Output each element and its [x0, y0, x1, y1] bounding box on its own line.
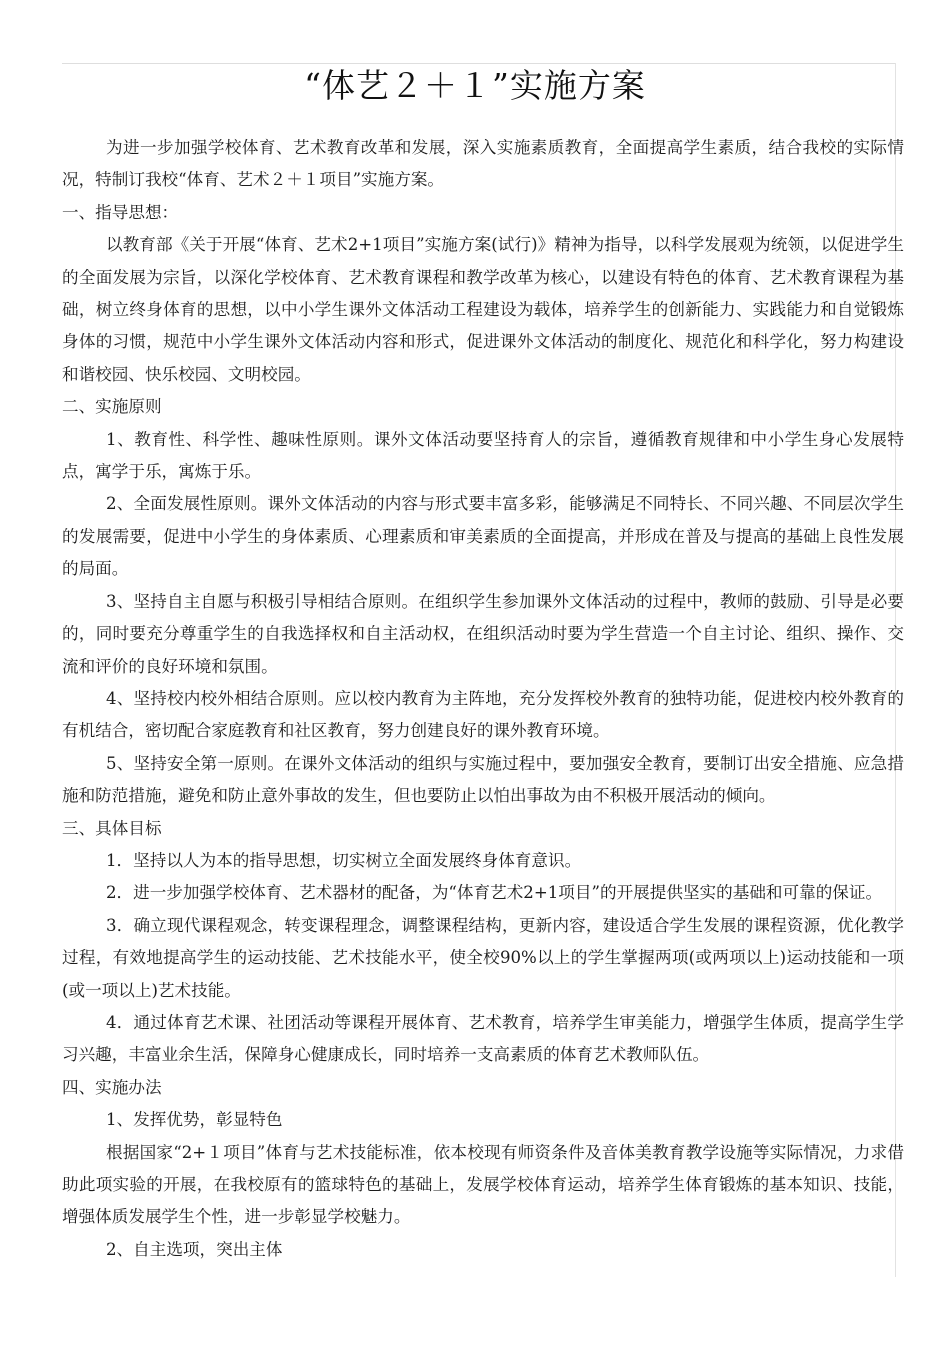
- method-subheading-1: 1、发挥优势，彰显特色: [106, 1110, 283, 1130]
- section-heading-principles: 二、实施原则: [62, 397, 162, 417]
- principle-item-1: 1、教育性、科学性、趣味性原则。课外文体活动要坚持育人的宗旨，遵循教育规律和中小学生身心发展特点，寓学于乐，寓炼于乐。: [62, 429, 904, 482]
- goal-item-1: 1．坚持以人为本的指导思想，切实树立全面发展终身体育意识。: [106, 850, 582, 870]
- goal-item-2: 2．进一步加强学校体育、艺术器材的配备，为“体育艺术2+1项目”的开展提供坚实的基础和可靠的保证。: [106, 883, 883, 903]
- goal-item-3: 3．确立现代课程观念，转变课程理念，调整课程结构，更新内容，建设适合学生发展的课程资源，优化教学过程，有效地提高学生的运动技能、艺术技能水平，使全校90%以上的学生掌握两项(或两项以上)运动技能和一项(或一项以上)艺术技能。: [62, 915, 904, 1000]
- section-heading-methods: 四、实施办法: [62, 1077, 162, 1097]
- principle-item-4: 4、坚持校内校外相结合原则。应以校内教育为主阵地，充分发挥校外教育的独特功能，促进校内校外教育的有机结合，密切配合家庭教育和社区教育，努力创建良好的课外教育环境。: [62, 688, 904, 741]
- paragraph-intro: 为进一步加强学校体育、艺术教育改革和发展，深入实施素质教育，全面提高学生素质，结合我校的实际情况，特制订我校“体育、艺术２＋１项目”实施方案。: [62, 138, 904, 190]
- principle-item-3: 3、坚持自主自愿与积极引导相结合原则。在组织学生参加课外文体活动的过程中，教师的鼓励、引导是必要的，同时要充分尊重学生的自我选择权和自主活动权，在组织活动时要为学生营造一个自主讨论、组织、操作、交流和评价的良好环境和氛围。: [62, 591, 904, 676]
- document-body: [62, 132, 904, 1266]
- principle-item-2: 2、全面发展性原则。课外文体活动的内容与形式要丰富多彩，能够满足不同特长、不同兴趣、不同层次学生的发展需要，促进中小学生的身体素质、心理素质和审美素质的全面提高，并形成在普及与提高的基础上良性发展的局面。: [62, 494, 904, 579]
- goal-item-4: 4．通过体育艺术课、社团活动等课程开展体育、艺术教育，培养学生审美能力，增强学生体质，提高学生学习兴趣，丰富业余生活，保障身心健康成长，同时培养一支高素质的体育艺术教师队伍。: [62, 1012, 904, 1065]
- principle-item-5: 5、坚持安全第一原则。在课外文体活动的组织与实施过程中，要加强安全教育，要制订出安全措施、应急措施和防范措施，避免和防止意外事故的发生，但也要防止以怕出事故为由不积极开展活动的倾向。: [62, 753, 904, 806]
- document-title: “体艺２＋１”实施方案: [304, 66, 646, 105]
- paragraph-guiding-ideology: 以教育部《关于开展“体育、艺术2+1项目”实施方案(试行)》精神为指导，以科学发展观为统领，以促进学生的全面发展为宗旨，以深化学校体育、艺术教育课程和教学改革为核心，以建设有特色的体育、艺术教育课程为基础，树立终身体育的思想，以中小学生课外文体活动工程建设为载体，培养学生的创新能力、实践能力和自觉锻炼身体的习惯，规范中小学生课外文体活动内容和形式，促进课外文体活动的制度化、规范化和科学化，努力构建设和谐校园、快乐校园、文明校园。: [62, 235, 904, 384]
- method-paragraph-1: 根据国家“2+１项目”体育与艺术技能标准，依本校现有师资条件及音体美教育教学设施等实际情况，力求借助此项实验的开展，在我校原有的篮球特色的基础上，发展学校体育运动，培养学生体育锻炼的基本知识、技能，增强体质发展学生个性，进一步彰显学校魅力。: [62, 1142, 904, 1227]
- page-top-rule: [62, 63, 896, 64]
- method-subheading-2: 2、自主选项，突出主体: [106, 1239, 283, 1259]
- section-heading-guiding-ideology: 一、指导思想：: [62, 202, 179, 222]
- section-heading-goals: 三、具体目标: [62, 818, 162, 838]
